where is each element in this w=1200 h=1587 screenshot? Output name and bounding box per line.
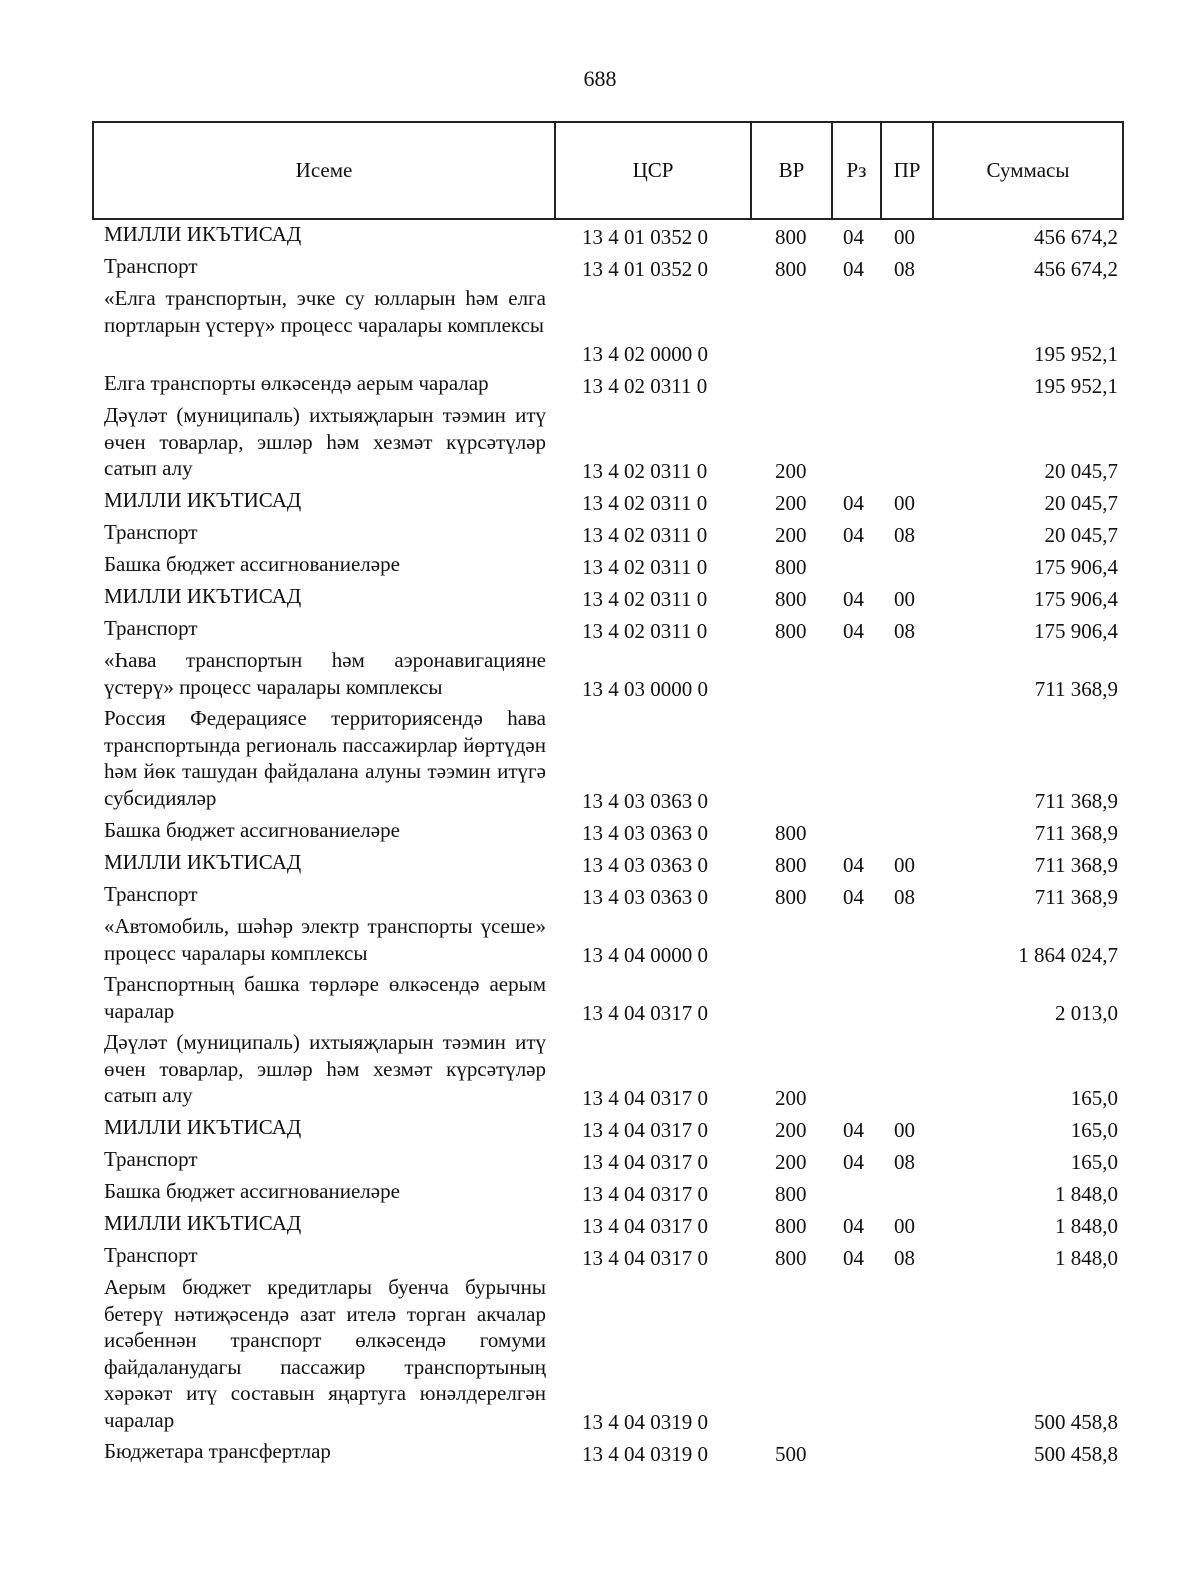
row-vr-code: 800	[775, 225, 807, 249]
row-amount: 456 674,2	[1034, 225, 1118, 249]
row-name: Транспорт	[104, 520, 198, 544]
row-vr-code: 200	[775, 523, 807, 547]
row-amount: 165,0	[1070, 1118, 1118, 1142]
row-amount: 711 368,9	[1034, 677, 1118, 701]
row-vr-code: 800	[775, 257, 807, 281]
row-name: МИЛЛИ ИКЪТИСАД	[104, 584, 302, 608]
row-vr-code: 800	[775, 619, 807, 643]
row-csr-code: 13 4 02 0311 0	[582, 374, 708, 398]
row-csr-code: 13 4 04 0000 0	[582, 943, 708, 967]
row-csr-code: 13 4 03 0363 0	[582, 821, 708, 845]
row-vr-code: 800	[775, 853, 807, 877]
row-name: Транспорт	[104, 254, 198, 278]
row-name: Бюджетара трансфертлар	[104, 1439, 331, 1463]
row-csr-code: 13 4 04 0317 0	[582, 1001, 708, 1025]
row-csr-code: 13 4 04 0317 0	[582, 1118, 708, 1142]
row-name: МИЛЛИ ИКЪТИСАД	[104, 222, 302, 246]
row-csr-code: 13 4 03 0363 0	[582, 789, 708, 813]
row-amount: 175 906,4	[1034, 555, 1118, 579]
header-name: Исеме	[94, 123, 556, 218]
header-vr: ВР	[752, 123, 833, 218]
table-row	[0, 402, 1200, 487]
row-vr-code: 200	[775, 1086, 807, 1110]
table-row	[0, 849, 1200, 881]
table-row	[0, 615, 1200, 647]
row-name: «Һава транспортын һәм аэронавигацияне үстерү» процесс чаралары комплексы	[104, 648, 546, 699]
row-name: Башка бюджет ассигнованиеләре	[104, 1179, 400, 1203]
row-name: Транспорт	[104, 1147, 198, 1171]
table-row	[0, 817, 1200, 849]
row-amount: 195 952,1	[1034, 342, 1118, 366]
row-rz-code: 04	[843, 491, 864, 515]
row-name: Елга транспорты өлкәсендә аерым чаралар	[104, 371, 489, 395]
row-csr-code: 13 4 02 0311 0	[582, 555, 708, 579]
row-rz-code: 04	[843, 225, 864, 249]
row-csr-code: 13 4 03 0363 0	[582, 853, 708, 877]
row-rz-code: 04	[843, 1118, 864, 1142]
row-vr-code: 200	[775, 1118, 807, 1142]
row-rz-code: 04	[843, 257, 864, 281]
table-row	[0, 253, 1200, 285]
row-name: Транспорт	[104, 616, 198, 640]
row-name: «Автомобиль, шәһәр электр транспорты үсеше» процесс чаралары комплексы	[104, 914, 546, 965]
header-rz: Рз	[833, 123, 882, 218]
table-row	[0, 1210, 1200, 1242]
row-vr-code: 200	[775, 459, 807, 483]
table-row	[0, 1274, 1200, 1438]
row-vr-code: 800	[775, 1246, 807, 1270]
row-csr-code: 13 4 04 0317 0	[582, 1086, 708, 1110]
row-vr-code: 800	[775, 587, 807, 611]
table-row	[0, 221, 1200, 253]
row-amount: 20 045,7	[1044, 459, 1118, 483]
row-csr-code: 13 4 04 0319 0	[582, 1442, 708, 1466]
row-name: Башка бюджет ассигнованиеләре	[104, 552, 400, 576]
row-name: Аерым бюджет кредитлары буенча бурычны бетерү нәтиҗәсендә азат ителә торган акчалар исәбеннән транспорт өлкәсендә гомуми файдаланудагы пассажир транспортының хәрәкәт итү составын яңартуга юнәлдерелгән чаралар	[104, 1275, 546, 1432]
table-row	[0, 519, 1200, 551]
row-amount: 500 458,8	[1034, 1410, 1118, 1434]
table-body	[0, 221, 1200, 1470]
row-pr-code: 00	[894, 225, 915, 249]
row-rz-code: 04	[843, 885, 864, 909]
row-pr-code: 00	[894, 587, 915, 611]
table-row	[0, 971, 1200, 1029]
row-csr-code: 13 4 04 0317 0	[582, 1214, 708, 1238]
row-name: МИЛЛИ ИКЪТИСАД	[104, 1211, 302, 1235]
row-amount: 20 045,7	[1044, 523, 1118, 547]
row-amount: 1 848,0	[1055, 1182, 1118, 1206]
row-vr-code: 200	[775, 491, 807, 515]
row-vr-code: 800	[775, 555, 807, 579]
row-amount: 711 368,9	[1034, 885, 1118, 909]
table-header	[92, 121, 1124, 220]
row-rz-code: 04	[843, 619, 864, 643]
row-amount: 20 045,7	[1044, 491, 1118, 515]
table-row	[0, 705, 1200, 817]
row-name: Башка бюджет ассигнованиеләре	[104, 818, 400, 842]
row-csr-code: 13 4 04 0317 0	[582, 1182, 708, 1206]
row-pr-code: 00	[894, 491, 915, 515]
row-amount: 711 368,9	[1034, 853, 1118, 877]
row-amount: 500 458,8	[1034, 1442, 1118, 1466]
row-csr-code: 13 4 02 0311 0	[582, 491, 708, 515]
table-row	[0, 551, 1200, 583]
table-row	[0, 370, 1200, 402]
page-number: 688	[583, 66, 617, 91]
table-row	[0, 1242, 1200, 1274]
row-csr-code: 13 4 01 0352 0	[582, 225, 708, 249]
table-row	[0, 1114, 1200, 1146]
row-amount: 711 368,9	[1034, 821, 1118, 845]
table-row	[0, 487, 1200, 519]
header-csr: ЦСР	[556, 123, 752, 218]
row-rz-code: 04	[843, 523, 864, 547]
row-csr-code: 13 4 02 0311 0	[582, 619, 708, 643]
row-pr-code: 00	[894, 853, 915, 877]
row-pr-code: 08	[894, 1150, 915, 1174]
row-pr-code: 00	[894, 1118, 915, 1142]
row-name: Транспорт	[104, 882, 198, 906]
row-amount: 175 906,4	[1034, 619, 1118, 643]
row-amount: 711 368,9	[1034, 789, 1118, 813]
row-csr-code: 13 4 04 0317 0	[582, 1150, 708, 1174]
row-pr-code: 08	[894, 619, 915, 643]
row-amount: 175 906,4	[1034, 587, 1118, 611]
row-name: МИЛЛИ ИКЪТИСАД	[104, 488, 302, 512]
row-rz-code: 04	[843, 1150, 864, 1174]
row-vr-code: 800	[775, 1214, 807, 1238]
table-row	[0, 913, 1200, 971]
row-pr-code: 08	[894, 885, 915, 909]
row-name: Транспорт	[104, 1243, 198, 1267]
row-pr-code: 08	[894, 257, 915, 281]
row-name: Дәүләт (муниципаль) ихтыяҗларын тәэмин итү өчен товарлар, эшләр һәм хезмәт күрсәтүләр сатып алу	[104, 403, 546, 480]
table-row	[0, 647, 1200, 705]
table-row	[0, 881, 1200, 913]
row-amount: 165,0	[1070, 1150, 1118, 1174]
row-amount: 1 848,0	[1055, 1214, 1118, 1238]
row-csr-code: 13 4 02 0000 0	[582, 342, 708, 366]
row-amount: 456 674,2	[1034, 257, 1118, 281]
header-sum: Суммасы	[986, 158, 1070, 182]
table-row	[0, 583, 1200, 615]
header-pr: ПР	[882, 123, 934, 218]
row-name: МИЛЛИ ИКЪТИСАД	[104, 850, 302, 874]
row-vr-code: 200	[775, 1150, 807, 1174]
row-rz-code: 04	[843, 587, 864, 611]
row-vr-code: 800	[775, 885, 807, 909]
table-row	[0, 1438, 1200, 1470]
row-name: Россия Федерациясе территориясендә һава транспортында региональ пассажирлар йөртүдән һәм йөк ташудан файдалана алуны тәэмин итүгә субсидияләр	[104, 706, 546, 810]
row-pr-code: 00	[894, 1214, 915, 1238]
row-amount: 195 952,1	[1034, 374, 1118, 398]
row-amount: 165,0	[1070, 1086, 1118, 1110]
row-pr-code: 08	[894, 1246, 915, 1270]
row-csr-code: 13 4 04 0319 0	[582, 1410, 708, 1434]
row-csr-code: 13 4 02 0311 0	[582, 523, 708, 547]
row-name: МИЛЛИ ИКЪТИСАД	[104, 1115, 302, 1139]
row-amount: 1 848,0	[1055, 1246, 1118, 1270]
row-rz-code: 04	[843, 1214, 864, 1238]
row-vr-code: 500	[775, 1442, 807, 1466]
row-name: Дәүләт (муниципаль) ихтыяҗларын тәэмин итү өчен товарлар, эшләр һәм хезмәт күрсәтүләр сатып алу	[104, 1030, 546, 1107]
row-csr-code: 13 4 03 0000 0	[582, 677, 708, 701]
row-csr-code: 13 4 04 0317 0	[582, 1246, 708, 1270]
row-csr-code: 13 4 03 0363 0	[582, 885, 708, 909]
row-csr-code: 13 4 02 0311 0	[582, 459, 708, 483]
row-rz-code: 04	[843, 1246, 864, 1270]
row-pr-code: 08	[894, 523, 915, 547]
row-vr-code: 800	[775, 1182, 807, 1206]
table-row	[0, 1178, 1200, 1210]
table-row	[0, 1029, 1200, 1114]
row-csr-code: 13 4 01 0352 0	[582, 257, 708, 281]
row-csr-code: 13 4 02 0311 0	[582, 587, 708, 611]
row-amount: 1 864 024,7	[1018, 943, 1118, 967]
table-row	[0, 1146, 1200, 1178]
row-amount: 2 013,0	[1055, 1001, 1118, 1025]
row-vr-code: 800	[775, 821, 807, 845]
row-name: «Елга транспортын, эчке су юлларын һәм елга портларын үстерү» процесс чаралары комплексы	[104, 286, 546, 337]
table-row	[0, 285, 1200, 370]
row-rz-code: 04	[843, 853, 864, 877]
row-name: Транспортның башка төрләре өлкәсендә аерым чаралар	[104, 972, 546, 1023]
